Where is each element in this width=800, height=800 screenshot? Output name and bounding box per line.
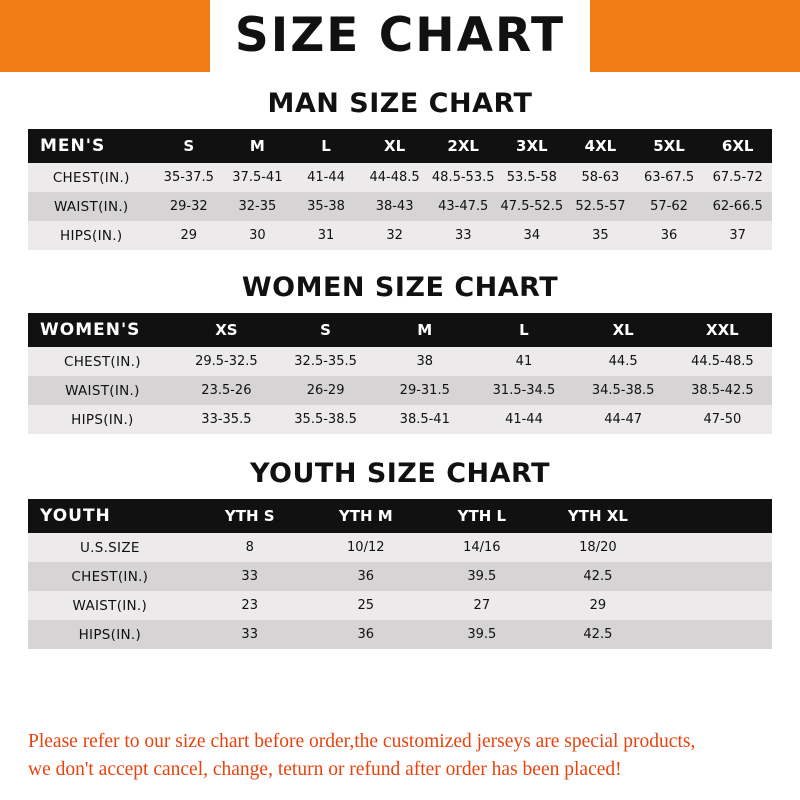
table-cell: 43-47.5 (429, 192, 498, 221)
column-header: XS (177, 313, 276, 347)
table-cell: 39.5 (424, 620, 540, 649)
table-cell: 8 (192, 533, 308, 562)
women-size-chart-wrapper (28, 313, 772, 434)
table-cell: 38-43 (360, 192, 429, 221)
row-label: WAIST(IN.) (28, 591, 192, 620)
table-cell: 67.5-72 (703, 163, 772, 192)
table-row (28, 192, 772, 221)
page-header-banner (0, 0, 800, 72)
page-title: SIZE CHART (234, 8, 566, 63)
table-cell: 35-38 (292, 192, 361, 221)
table-row (28, 405, 772, 434)
column-header: XL (360, 129, 429, 163)
column-header: YOUTH (28, 499, 192, 533)
row-label: CHEST(IN.) (28, 562, 192, 591)
table-cell: 10/12 (308, 533, 424, 562)
order-policy-note (28, 728, 776, 784)
row-label: CHEST(IN.) (28, 163, 154, 192)
table-cell: 39.5 (424, 562, 540, 591)
table-header-row (28, 129, 772, 163)
column-header (656, 499, 772, 533)
table-cell: 37 (703, 221, 772, 250)
table-cell: 14/16 (424, 533, 540, 562)
table-cell: 36 (635, 221, 704, 250)
table-cell: 33 (429, 221, 498, 250)
table-cell (656, 533, 772, 562)
youth-size-chart-table (28, 499, 772, 649)
column-header: 5XL (635, 129, 704, 163)
table-cell: 42.5 (540, 562, 656, 591)
row-label: U.S.SIZE (28, 533, 192, 562)
table-cell: 41-44 (474, 405, 573, 434)
column-header: YTH L (424, 499, 540, 533)
table-cell: 63-67.5 (635, 163, 704, 192)
table-cell: 38 (375, 347, 474, 376)
table-cell: 34.5-38.5 (574, 376, 673, 405)
row-label: WAIST(IN.) (28, 192, 154, 221)
column-header: M (223, 129, 292, 163)
table-cell: 37.5-41 (223, 163, 292, 192)
table-row (28, 347, 772, 376)
note-line-1: Please refer to our size chart before order,the customized jerseys are special products, (28, 731, 696, 752)
table-cell: 36 (308, 562, 424, 591)
table-cell: 42.5 (540, 620, 656, 649)
table-cell: 23.5-26 (177, 376, 276, 405)
youth-section-title: YOUTH SIZE CHART (249, 458, 551, 489)
column-header: YTH M (308, 499, 424, 533)
table-cell: 44-47 (574, 405, 673, 434)
column-header: 6XL (703, 129, 772, 163)
column-header: L (474, 313, 573, 347)
column-header: S (154, 129, 223, 163)
table-cell: 29.5-32.5 (177, 347, 276, 376)
column-header: 2XL (429, 129, 498, 163)
column-header: YTH S (192, 499, 308, 533)
table-cell: 36 (308, 620, 424, 649)
man-size-chart-wrapper (28, 129, 772, 250)
column-header: XL (574, 313, 673, 347)
column-header: WOMEN'S (28, 313, 177, 347)
table-cell: 29-31.5 (375, 376, 474, 405)
column-header: MEN'S (28, 129, 154, 163)
table-cell: 57-62 (635, 192, 704, 221)
column-header: XXL (673, 313, 772, 347)
table-row (28, 376, 772, 405)
man-size-chart-table (28, 129, 772, 250)
table-cell (656, 562, 772, 591)
table-cell: 44-48.5 (360, 163, 429, 192)
row-label: HIPS(IN.) (28, 221, 154, 250)
column-header: L (292, 129, 361, 163)
table-row (28, 221, 772, 250)
row-label: HIPS(IN.) (28, 405, 177, 434)
column-header: 3XL (498, 129, 567, 163)
table-cell: 35-37.5 (154, 163, 223, 192)
table-cell: 18/20 (540, 533, 656, 562)
table-cell: 29 (540, 591, 656, 620)
man-section-title: MAN SIZE CHART (267, 88, 533, 119)
youth-size-chart-wrapper (28, 499, 772, 649)
table-cell: 47-50 (673, 405, 772, 434)
column-header: M (375, 313, 474, 347)
table-cell: 38.5-41 (375, 405, 474, 434)
table-cell: 32-35 (223, 192, 292, 221)
table-cell: 33 (192, 620, 308, 649)
table-cell (656, 591, 772, 620)
table-cell: 48.5-53.5 (429, 163, 498, 192)
row-label: CHEST(IN.) (28, 347, 177, 376)
table-row (28, 591, 772, 620)
table-cell: 53.5-58 (498, 163, 567, 192)
table-cell: 47.5-52.5 (498, 192, 567, 221)
row-label: WAIST(IN.) (28, 376, 177, 405)
column-header: YTH XL (540, 499, 656, 533)
table-header-row (28, 313, 772, 347)
table-cell: 38.5-42.5 (673, 376, 772, 405)
table-cell: 29-32 (154, 192, 223, 221)
table-cell: 30 (223, 221, 292, 250)
table-row (28, 533, 772, 562)
table-cell: 33 (192, 562, 308, 591)
table-cell: 31 (292, 221, 361, 250)
table-cell: 34 (498, 221, 567, 250)
table-cell (656, 620, 772, 649)
table-cell: 52.5-57 (566, 192, 635, 221)
table-cell: 23 (192, 591, 308, 620)
table-cell: 41-44 (292, 163, 361, 192)
table-header-row (28, 499, 772, 533)
table-row (28, 620, 772, 649)
table-cell: 41 (474, 347, 573, 376)
table-cell: 35.5-38.5 (276, 405, 375, 434)
table-cell: 25 (308, 591, 424, 620)
table-cell: 58-63 (566, 163, 635, 192)
table-cell: 29 (154, 221, 223, 250)
table-cell: 32 (360, 221, 429, 250)
table-row (28, 562, 772, 591)
women-size-chart-table (28, 313, 772, 434)
column-header: S (276, 313, 375, 347)
table-cell: 44.5 (574, 347, 673, 376)
table-cell: 44.5-48.5 (673, 347, 772, 376)
table-row (28, 163, 772, 192)
table-cell: 62-66.5 (703, 192, 772, 221)
table-cell: 35 (566, 221, 635, 250)
women-section-title: WOMEN SIZE CHART (241, 272, 559, 303)
column-header: 4XL (566, 129, 635, 163)
table-cell: 26-29 (276, 376, 375, 405)
table-cell: 32.5-35.5 (276, 347, 375, 376)
table-cell: 33-35.5 (177, 405, 276, 434)
table-cell: 27 (424, 591, 540, 620)
row-label: HIPS(IN.) (28, 620, 192, 649)
table-cell: 31.5-34.5 (474, 376, 573, 405)
note-line-2: we don't accept cancel, change, teturn or refund after order has been placed! (28, 759, 622, 780)
